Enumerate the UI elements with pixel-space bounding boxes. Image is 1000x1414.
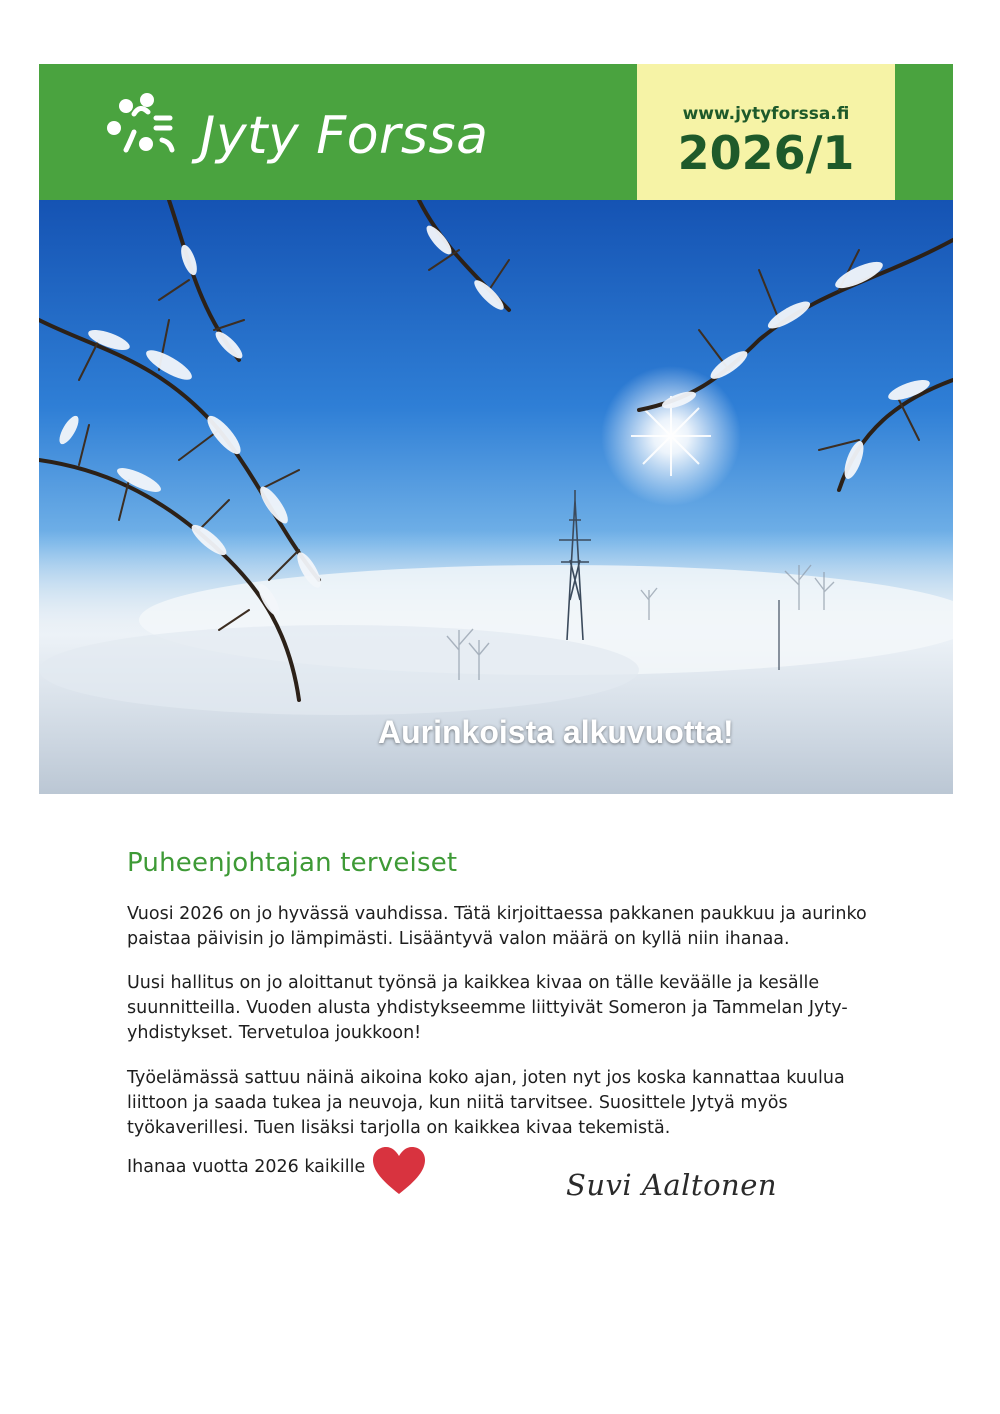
heart-icon (371, 1146, 427, 1196)
closing-greeting: Ihanaa vuotta 2026 kaikille (127, 1157, 366, 1177)
article-paragraph: Vuosi 2026 on jo hyvässä vauhdissa. Tätä kirjoittaessa pakkanen paukkuu ja aurinko paistaa päivisin jo lämpimästi. Lisääntyvä valon määrä on kyllä niin ihanaa. (127, 904, 867, 949)
website-link[interactable]: www.jytyforssa.fi (682, 104, 850, 124)
article-heading: Puheenjohtajan terveiset (127, 848, 458, 878)
photo-caption: Aurinkoista alkuvuotta! (378, 714, 734, 750)
jyty-logo-icon (104, 88, 194, 168)
cover-photo (39, 200, 953, 794)
signature: Suvi Aaltonen (566, 1168, 778, 1202)
article-paragraph: Uusi hallitus on jo aloittanut työnsä ja kaikkea kivaa on tälle keväälle ja kesälle suunnitteilla. Vuoden alusta yhdistykseemme liittyivät Someron ja Tammelan Jyty-yhdistykset. Tervetuloa joukkoon! (127, 973, 848, 1043)
issue-number: 2026/1 (677, 126, 855, 180)
winter-scene-illustration (39, 200, 953, 794)
brand-name: Jyty Forssa (200, 106, 489, 166)
article-paragraph: Työelämässä sattuu näinä aikoina koko ajan, joten nyt jos koska kannattaa kuulua liittoon ja saada tukea ja neuvoja, kun niitä tarvitsee. Suosittele Jytyä myös työkaverillesi. Tuen lisäksi tarjolla on kaikkea kivaa tekemistä. (127, 1068, 845, 1138)
